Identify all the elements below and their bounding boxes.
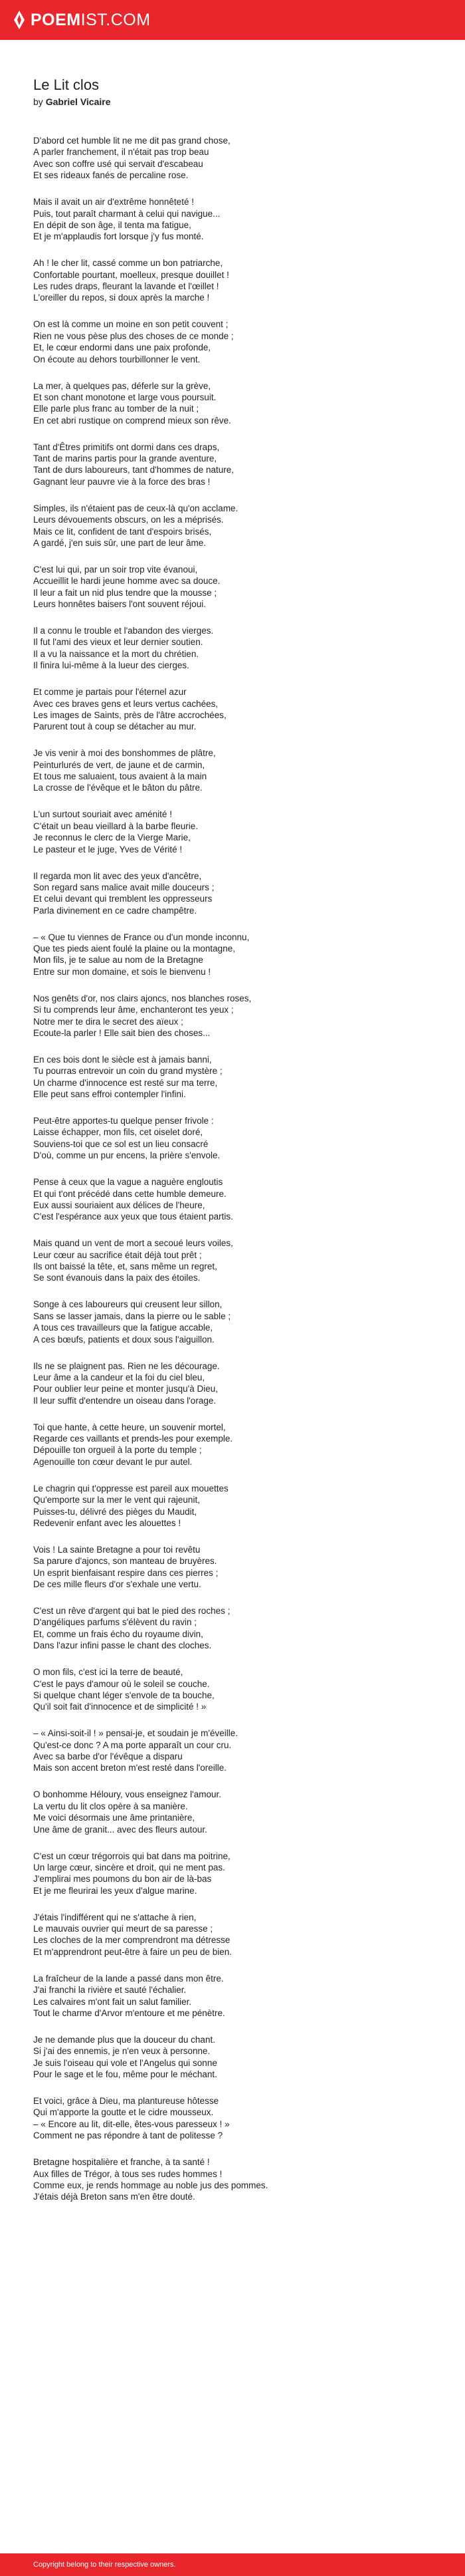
poem-line: Toi que hante, à cette heure, un souvenir mortel, [33,1422,226,1432]
poem-line: Aux filles de Trégor, à tous ses rudes hommes ! [33,2168,223,2179]
site-footer [0,2553,465,2576]
poem-line: Tant de marins partis pour la grande aventure, [33,453,217,464]
poem-line: Agenouille ton cœur devant le pur autel. [33,1456,193,1467]
poem-line: Il a connu le trouble et l'abandon des vierges. [33,626,214,636]
poem-line: Mais il avait un air d'extrême honnêteté ! [33,197,194,207]
poem-line: Sa parure d'ajoncs, son manteau de bruyères. [33,1556,217,1567]
poem-line: Avec ces braves gens et leurs vertus cachées, [33,698,219,709]
poem-line: A gardé, j'en suis sûr, une part de leur âme. [33,537,206,548]
poem-line: Elle parle plus franc au tomber de la nuit ; [33,404,199,414]
copyright-text: Copyright belong to their respective owners. [33,2561,176,2569]
poem-line: Et son chant monotone et large vous poursuit. [33,392,217,402]
poem-line: Je ne demande plus que la douceur du chant. [33,2034,215,2045]
poem-line: Dépouille ton orgueil à la porte du temple ; [33,1445,202,1456]
poem-line: Il leur a fait un nid plus tendre que la mousse ; [33,587,217,598]
poem-stanza [33,1666,432,1713]
poem-line: Il finira lui-même à la lueur des cierges. [33,660,189,671]
poem-line: C'est un cœur trégorrois qui bat dans ma poitrine, [33,1851,231,1861]
poem-line: Un large cœur, sincère et droit, qui ne ment pas. [33,1862,225,1872]
poem-stanza [33,135,432,182]
poem-line: Et m'apprendront peut-être à faire un peu de bien. [33,1946,232,1957]
poem-line: Tout le charme d'Arvor m'entoure et me pénètre. [33,2007,225,2018]
poem-line: Un esprit bienfaisant respire dans ces pierres ; [33,1567,219,1578]
poem-line: Il fut l'ami des vieux et leur dernier soutien. [33,637,203,648]
poem-line: Leurs dévouements obscurs, on les a méprisés. [33,515,224,525]
poem-stanza [33,932,432,978]
poem-line: Et comme je partais pour l'éternel azur [33,687,187,698]
poem-stanza [33,1605,432,1652]
poem-stanza [33,1728,432,1774]
poem-line: Un charme d'innocence est resté sur ma terre, [33,1077,218,1088]
poem-line: Regarde ces vaillants et prends-les pour exemple. [33,1434,233,1444]
poem-line: Et celui devant qui tremblent les oppresseurs [33,894,213,904]
poem-line: Pense à ceux que la vague a naguère engloutis [33,1177,223,1188]
poem-stanza [33,686,432,733]
poem-line: L'un surtout souriait avec aménité ! [33,809,172,820]
poem-line: Et je me fleurirai les yeux d'algue marine. [33,1885,197,1896]
poem-line: Le pasteur et le juge, Yves de Vérité ! [33,844,183,854]
poem-stanza [33,380,432,427]
poem-line: J'étais l'indifférent qui ne s'attache à rien, [33,1912,197,1922]
poem-line: Qu'il soit fait d'innocence et de simplicité ! » [33,1702,207,1712]
poem-stanza [33,1483,432,1529]
poem-author-line [33,96,432,107]
poem-body [33,135,432,2203]
poem-line: C'est l'espérance aux yeux que tous étaient partis. [33,1212,233,1222]
poem-line: Et qui t'ont précédé dans cette humble demeure. [33,1188,227,1199]
poem-stanza [33,625,432,672]
poem-line: Je reconnus le clerc de la Vierge Marie, [33,833,191,843]
poem-line: Parurent tout à coup se détacher au mur. [33,721,197,732]
logo-bold: POEM [31,10,81,29]
poem-line: C'était un beau vieillard à la barbe fleurie. [33,821,198,831]
poem-stanza [33,1851,432,1897]
poem-line: En ces bois dont le siècle est à jamais banni, [33,1054,212,1065]
poem-line: – « Ainsi-soit-il ! » pensai-je, et soudain je m'éveille. [33,1728,238,1739]
poem-line: Mais ce lit, confident de tant d'espoirs brisés, [33,526,212,537]
poem-line: Et ses rideaux fanés de percaline rose. [33,170,189,181]
poem-line: En cet abri rustique on comprend mieux son rêve. [33,415,231,426]
site-logo[interactable] [31,11,151,30]
poem-line: D'angéliques parfums s'élèvent du ravin ; [33,1617,197,1628]
poem-line: La fraîcheur de la lande a passé dans mon être. [33,1973,224,1984]
poem-line: Tant d'Êtres primitifs ont dormi dans ces draps, [33,442,220,452]
poem-line: A parler franchement, il n'était pas trop beau [33,147,209,158]
poem-stanza [33,747,432,794]
poem-stanza [33,2156,432,2203]
poem-line: Le mauvais ouvrier qui meurt de sa paresse ; [33,1924,213,1934]
poem-line: Leur cœur au sacrifice était déjà tout prêt ; [33,1249,202,1260]
poem-stanza [33,1237,432,1284]
poem-line: Ecoute-la parler ! Elle sait bien des choses... [33,1027,211,1038]
poem-line: Gagnant leur pauvre vie à la force des bras ! [33,476,211,487]
poem-line: Elle peut sans effroi contempler l'infini. [33,1089,186,1100]
poem-line: J'ai franchi la rivière et sauté l'échalier. [33,1985,187,1996]
poem-line: C'est un rêve d'argent qui bat le pied des roches ; [33,1606,231,1616]
poem-line: Bretagne hospitalière et franche, à ta santé ! [33,2157,210,2168]
poem-stanza [33,257,432,304]
quill-pen-icon [13,11,25,29]
poem-line: C'est lui qui, par un soir trop vite évanoui, [33,564,198,575]
poem-line: Sans se lasser jamais, dans la pierre ou le sable ; [33,1311,231,1321]
poem-stanza [33,1299,432,1345]
poem-line: Je suis l'oiseau qui vole et l'Angelus qui sonne [33,2057,217,2068]
poem-line: Je vis venir à moi des bonshommes de plâtre, [33,748,216,759]
poem-line: Mais son accent breton m'est resté dans l'oreille. [33,1763,227,1773]
poem-line: Ah ! le cher lit, cassé comme un bon patriarche, [33,258,223,269]
poem-stanza [33,2095,432,2142]
poem-line: Tant de durs laboureurs, tant d'hommes de nature, [33,465,234,475]
poem-line: Simples, ils n'étaient pas de ceux-là qu'on acclame. [33,503,238,513]
poem-line: Eux aussi souriaient aux délices de l'heure, [33,1200,205,1210]
poem-line: Une âme de granit... avec des fleurs autour. [33,1824,207,1835]
poem-line: Notre mer te dira le secret des aïeux ; [33,1016,183,1027]
poem-line: Tu pourras entrevoir un coin du grand mystère ; [33,1066,223,1077]
poem-stanza [33,2034,432,2081]
poem-line: Et tous me saluaient, tous avaient à la main [33,771,207,782]
poem-line: Leur âme a la candeur et la foi du ciel bleu, [33,1372,205,1382]
poem-line: Pour le sage et le fou, même pour le méchant. [33,2069,217,2080]
poem-stanza [33,442,432,488]
poem-line: Qui m'apporte la goutte et le cidre mousseux. [33,2107,214,2118]
poem-line: Si quelque chant léger s'envole de ta bouche, [33,1690,215,1700]
poem-stanza [33,196,432,243]
poem-line: Avec sa barbe d'or l'évêque a disparu [33,1751,183,1762]
poem-stanza [33,319,432,365]
poem-stanza [33,1912,432,1958]
poem-line: Le chagrin qui t'oppresse est pareil aux mouettes [33,1483,229,1493]
poem-line: Peut-être apportes-tu quelque penser frivole : [33,1116,214,1126]
poem-line: A ces bœufs, patients et doux sous l'aiguillon. [33,1334,215,1345]
poem-line: Si j'ai des ennemis, je n'en veux à personne. [33,2046,211,2057]
poem-line: O bonhomme Héloury, vous enseignez l'amour. [33,1789,221,1800]
poem-line: Me voici désormais une âme printanière, [33,1813,195,1823]
poem-stanza [33,1054,432,1100]
poem-line: Les calvaires m'ont fait un salut familier. [33,1996,192,2007]
poem-line: Il regarda mon lit avec des yeux d'ancêtre, [33,870,202,881]
poem-line: Rien ne vous pèse plus des choses de ce monde ; [33,330,234,341]
poem-line: Il leur suffit d'entendre un oiseau dans l'orage. [33,1395,217,1406]
poem-line: Et, comme un frais écho du royaume divin, [33,1628,203,1639]
poem-line: Ils ne se plaignent pas. Rien ne les décourage. [33,1360,220,1371]
poem-line: Comment ne pas répondre à tant de politesse ? [33,2130,223,2141]
poem-line: Nos genêts d'or, nos clairs ajoncs, nos blanches roses, [33,993,252,1003]
poem-line: Puis, tout paraît charmant à celui qui navigue... [33,208,221,219]
poem-line: De ces mille fleurs d'or s'exhale une vertu. [33,1579,201,1590]
poem-line: Laisse échapper, mon fils, cet oiselet doré, [33,1127,203,1138]
poem-line: Son regard sans malice avait mille douceurs ; [33,882,215,892]
poem-stanza [33,1422,432,1468]
poem-stanza [33,1544,432,1591]
poem-stanza [33,993,432,1039]
poem-content [0,40,465,2203]
poem-line: Leurs honnêtes baisers l'ont souvent réjoui. [33,599,206,610]
poem-line: Et, le cœur endormi dans une paix profonde, [33,342,211,353]
poem-line: Les rudes draps, fleurant la lavande et l'œillet ! [33,281,219,292]
poem-line: L'oreiller du repos, si doux après la marche ! [33,293,210,303]
poem-line: Les cloches de la mer comprendront ma détresse [33,1935,231,1946]
author-prefix: by [33,96,43,107]
poem-stanza [33,870,432,917]
poem-line: Songe à ces laboureurs qui creusent leur sillon, [33,1299,223,1310]
poem-stanza [33,1360,432,1407]
poem-line: A tous ces travailleurs que la fatigue accable, [33,1323,213,1333]
poem-line: La crosse de l'évêque et le bâton du pâtre. [33,783,203,793]
poem-stanza [33,809,432,855]
poem-line: Avec son coffre usé qui servait d'escabeau [33,158,203,169]
poem-line: D'où, comme un pur encens, la prière s'envole. [33,1150,221,1161]
poem-line: Vois ! La sainte Bretagne a pour toi revêtu [33,1544,201,1555]
poem-line: On écoute au dehors tourbillonner le vent. [33,354,201,364]
poem-line: Accueillit le hardi jeune homme avec sa douce. [33,576,221,586]
poem-stanza [33,503,432,549]
poem-line: Les images de Saints, près de l'âtre accrochées, [33,709,227,720]
poem-line: Parla divinement en ce cadre champêtre. [33,905,197,916]
poem-line: Que tes pieds aient foulé la plaine ou la montagne, [33,944,235,954]
logo-regular: IST.COM [80,10,151,29]
poem-line: Se sont évanouis dans la paix des étoiles. [33,1273,201,1283]
poem-line: Redevenir enfant avec les alouettes ! [33,1517,181,1528]
poem-line: Mon fils, je te salue au nom de la Bretagne [33,955,203,966]
site-header [0,0,465,40]
poem-line: C'est le pays d'amour où le soleil se couche. [33,1678,210,1689]
poem-line: J'emplirai mes poumons du bon air de là-bas [33,1874,212,1884]
poem-line: – « Que tu viennes de France ou d'un monde inconnu, [33,932,250,942]
poem-stanza [33,1789,432,1835]
poem-line: Comme eux, je rends hommage au noble jus des pommes. [33,2180,268,2190]
poem-line: Mais quand un vent de mort a secoué leurs voiles, [33,1238,233,1249]
poem-line: Et je m'applaudis fort lorsque j'y fus monté. [33,231,204,242]
poem-line: Ils ont baissé la tête, et, sans même un regret, [33,1261,217,1272]
poem-line: Puisses-tu, délivré des pièges du Maudit, [33,1506,197,1517]
poem-stanza [33,1973,432,2019]
author-link[interactable]: Gabriel Vicaire [45,96,111,107]
poem-line: La vertu du lit clos opère à sa manière. [33,1801,188,1811]
poem-line: En dépit de son âge, il tenta ma fatigue, [33,219,191,230]
poem-line: Peinturlurés de vert, de jaune et de carmin, [33,759,205,770]
poem-line: Qu'emporte sur la mer le vent qui rajeunit, [33,1495,200,1505]
poem-line: On est là comme un moine en son petit couvent ; [33,319,229,330]
poem-line: Souviens-toi que ce sol est un lieu consacré [33,1138,209,1149]
poem-line: Dans l'azur infini passe le chant des cloches. [33,1640,212,1651]
poem-line: Entre sur mon domaine, et sois le bienvenu ! [33,966,211,977]
poem-stanza [33,1176,432,1223]
poem-line: Pour oublier leur peine et monter jusqu'à Dieu, [33,1384,218,1394]
poem-line: J'étais déjà Breton sans m'en être douté. [33,2192,195,2202]
poem-line: D'abord cet humble lit ne me dit pas grand chose, [33,136,231,146]
poem-line: Il a vu la naissance et la mort du chrétien. [33,648,199,659]
poem-stanza [33,564,432,610]
poem-title: Le Lit clos [33,76,100,93]
poem-line: Qu'est-ce donc ? A ma porte apparaît un cour cru. [33,1739,232,1750]
poem-line: – « Encore au lit, dit-elle, êtes-vous paresseux ! » [33,2119,230,2129]
poem-line: Si tu comprends leur âme, enchanteront tes yeux ; [33,1005,234,1015]
poem-line: O mon fils, c'est ici la terre de beauté, [33,1667,183,1678]
poem-line: Confortable pourtant, moelleux, presque douillet ! [33,269,229,280]
poem-line: La mer, à quelques pas, déferle sur la grève, [33,380,211,391]
poem-line: Et voici, grâce à Dieu, ma plantureuse hôtesse [33,2096,219,2106]
poem-stanza [33,1115,432,1162]
